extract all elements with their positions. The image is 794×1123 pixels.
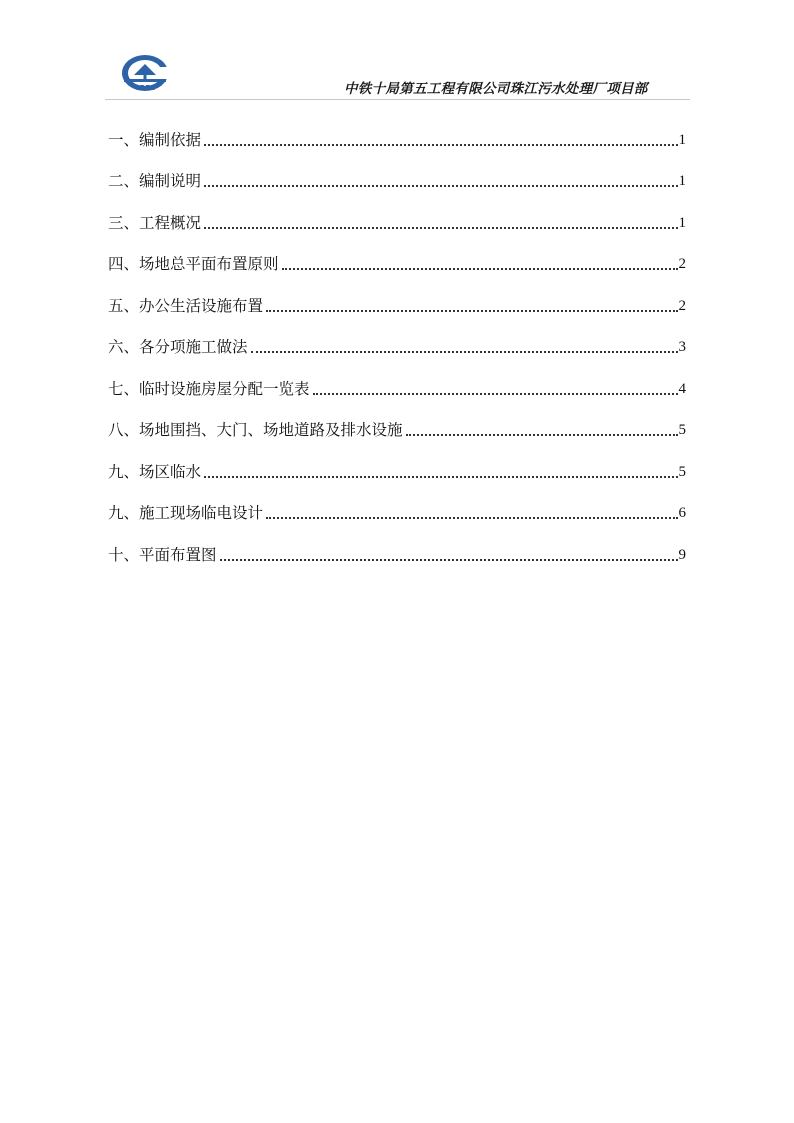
toc-leader-dots (220, 549, 678, 561)
toc-page-number: 5 (678, 463, 686, 480)
toc-entry[interactable] (108, 109, 686, 151)
toc-entry[interactable] (108, 275, 686, 317)
toc-leader-dots (204, 217, 677, 229)
toc-entry-title: 一、编制依据 (108, 130, 202, 149)
toc-entry[interactable] (108, 234, 686, 276)
toc-entry-title: 四、场地总平面布置原则 (108, 255, 279, 273)
toc-entry-title: 二、编制说明 (108, 172, 202, 190)
toc-leader-dots (204, 466, 677, 478)
toc-page-number: 2 (678, 297, 686, 314)
toc-entry-title: 十、平面布置图 (108, 545, 217, 564)
toc-leader-dots (251, 341, 678, 353)
toc-leader-dots (282, 258, 678, 270)
toc-entry[interactable] (108, 358, 686, 400)
header-title: 中铁十局第五工程有限公司珠江污水处理厂项目部 (344, 81, 648, 97)
toc-entry[interactable] (108, 483, 686, 525)
toc-page-number: 6 (678, 505, 686, 521)
toc-entry[interactable] (108, 151, 686, 193)
toc-entry-title: 三、工程概况 (108, 213, 202, 232)
toc-page-number: 5 (678, 422, 686, 438)
logo-text: CREC (134, 84, 156, 92)
toc-leader-dots (266, 507, 677, 519)
toc-entry-title: 八、场地围挡、大门、场地道路及排水设施 (108, 421, 403, 439)
toc-page-number: 9 (678, 546, 686, 563)
toc-page-number: 1 (678, 173, 686, 189)
page-header (0, 0, 794, 100)
toc-entry-title: 五、办公生活设施布置 (108, 296, 264, 315)
toc-entry-title: 九、施工现场临电设计 (108, 504, 264, 522)
toc-page-number: 2 (678, 256, 686, 272)
toc-page-number: 3 (678, 339, 686, 355)
toc-entry[interactable] (108, 400, 686, 442)
toc-page-number: 1 (678, 131, 686, 148)
toc-entry[interactable] (108, 192, 686, 234)
toc-leader-dots (406, 424, 678, 436)
toc-entry-title: 六、各分项施工做法 (108, 338, 248, 356)
toc-leader-dots (266, 300, 677, 312)
toc-entry[interactable] (108, 441, 686, 483)
crec-logo-icon (120, 53, 170, 93)
header-divider (105, 99, 690, 100)
toc-leader-dots (204, 175, 677, 187)
toc-page-number: 1 (678, 214, 686, 231)
toc-entry-title: 九、场区临水 (108, 462, 202, 481)
toc-entry-title: 七、临时设施房屋分配一览表 (108, 379, 310, 398)
toc-page-number: 4 (678, 380, 686, 397)
toc-entry[interactable] (108, 524, 686, 566)
table-of-contents (108, 109, 686, 566)
toc-leader-dots (313, 383, 678, 395)
toc-entry[interactable] (108, 317, 686, 359)
toc-leader-dots (204, 134, 677, 146)
